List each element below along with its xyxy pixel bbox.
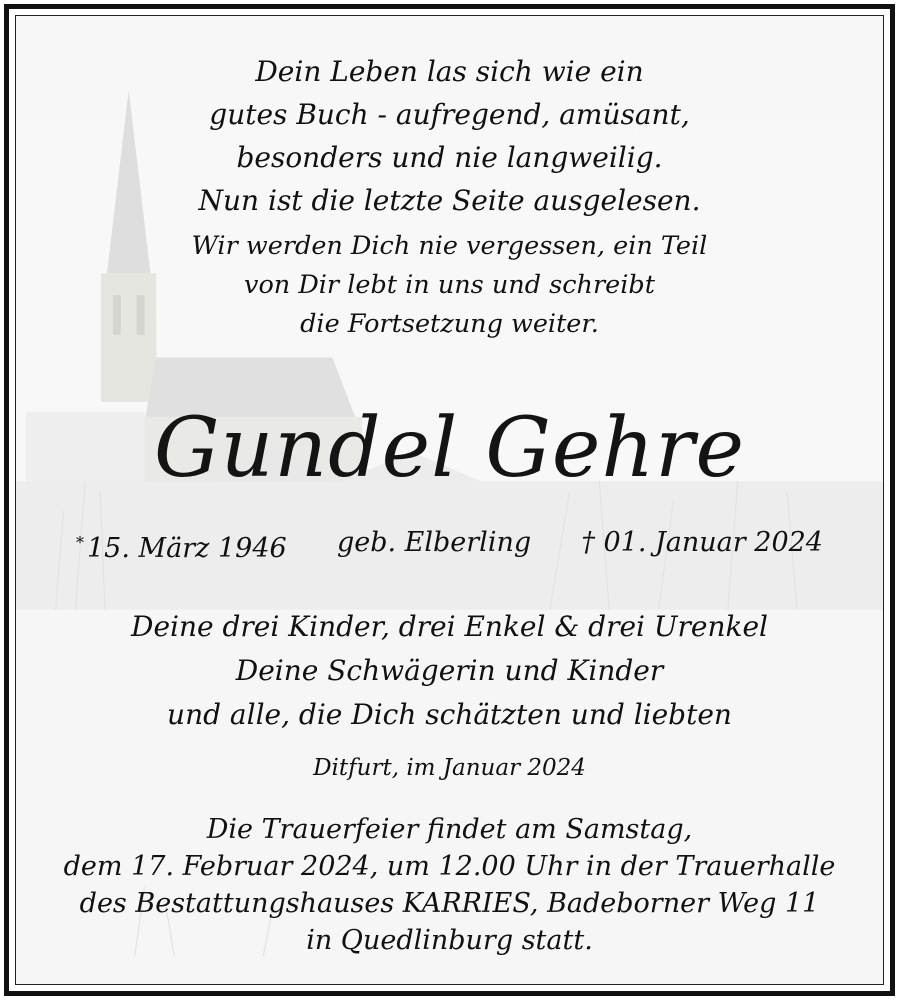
obituary-content [16, 16, 883, 984]
mourners-line: Deine Schwägerin und Kinder [235, 654, 664, 687]
poem-verse-2 [16, 227, 883, 344]
death-date: † 01. Januar 2024 [581, 527, 823, 558]
birth-date-group [76, 526, 287, 566]
inner-frame [15, 15, 884, 985]
funeral-line: des Bestattungshauses KARRIES, Badeborner Weg 11 [79, 888, 820, 919]
maiden-name: geb. Elberling [336, 527, 532, 558]
deceased-name: Gundel Gehre [153, 401, 745, 496]
mourners-list [16, 605, 883, 737]
poem-verse [16, 50, 883, 222]
poem-line: besonders und nie langweilig. [236, 141, 663, 174]
birth-date: 15. März 1946 [87, 533, 287, 564]
birth-symbol: * [76, 533, 84, 552]
funeral-line: in Quedlinburg statt. [306, 925, 593, 956]
poem-line: Dein Leben las sich wie ein [255, 55, 644, 88]
funeral-notice [16, 811, 883, 959]
mourners-line: Deine drei Kinder, drei Enkel & drei Urenkel [131, 610, 768, 643]
poem-line: Wir werden Dich nie vergessen, ein Teil [191, 231, 708, 261]
funeral-line: dem 17. Februar 2024, um 12.00 Uhr in der Trauerhalle [63, 851, 836, 882]
mourners-line: und alle, die Dich schätzten und liebten [167, 698, 732, 731]
poem-line: Nun ist die letzte Seite ausgelesen. [198, 184, 701, 217]
funeral-line: Die Trauerfeier findet am Samstag, [206, 814, 693, 845]
poem-line: gutes Buch - aufregend, amüsant, [209, 98, 690, 131]
life-dates [76, 526, 823, 566]
place-and-date: Ditfurt, im Januar 2024 [313, 755, 586, 781]
poem-line: die Fortsetzung weiter. [300, 309, 599, 339]
poem-line: von Dir lebt in uns und schreibt [244, 270, 655, 300]
outer-frame [4, 4, 895, 996]
